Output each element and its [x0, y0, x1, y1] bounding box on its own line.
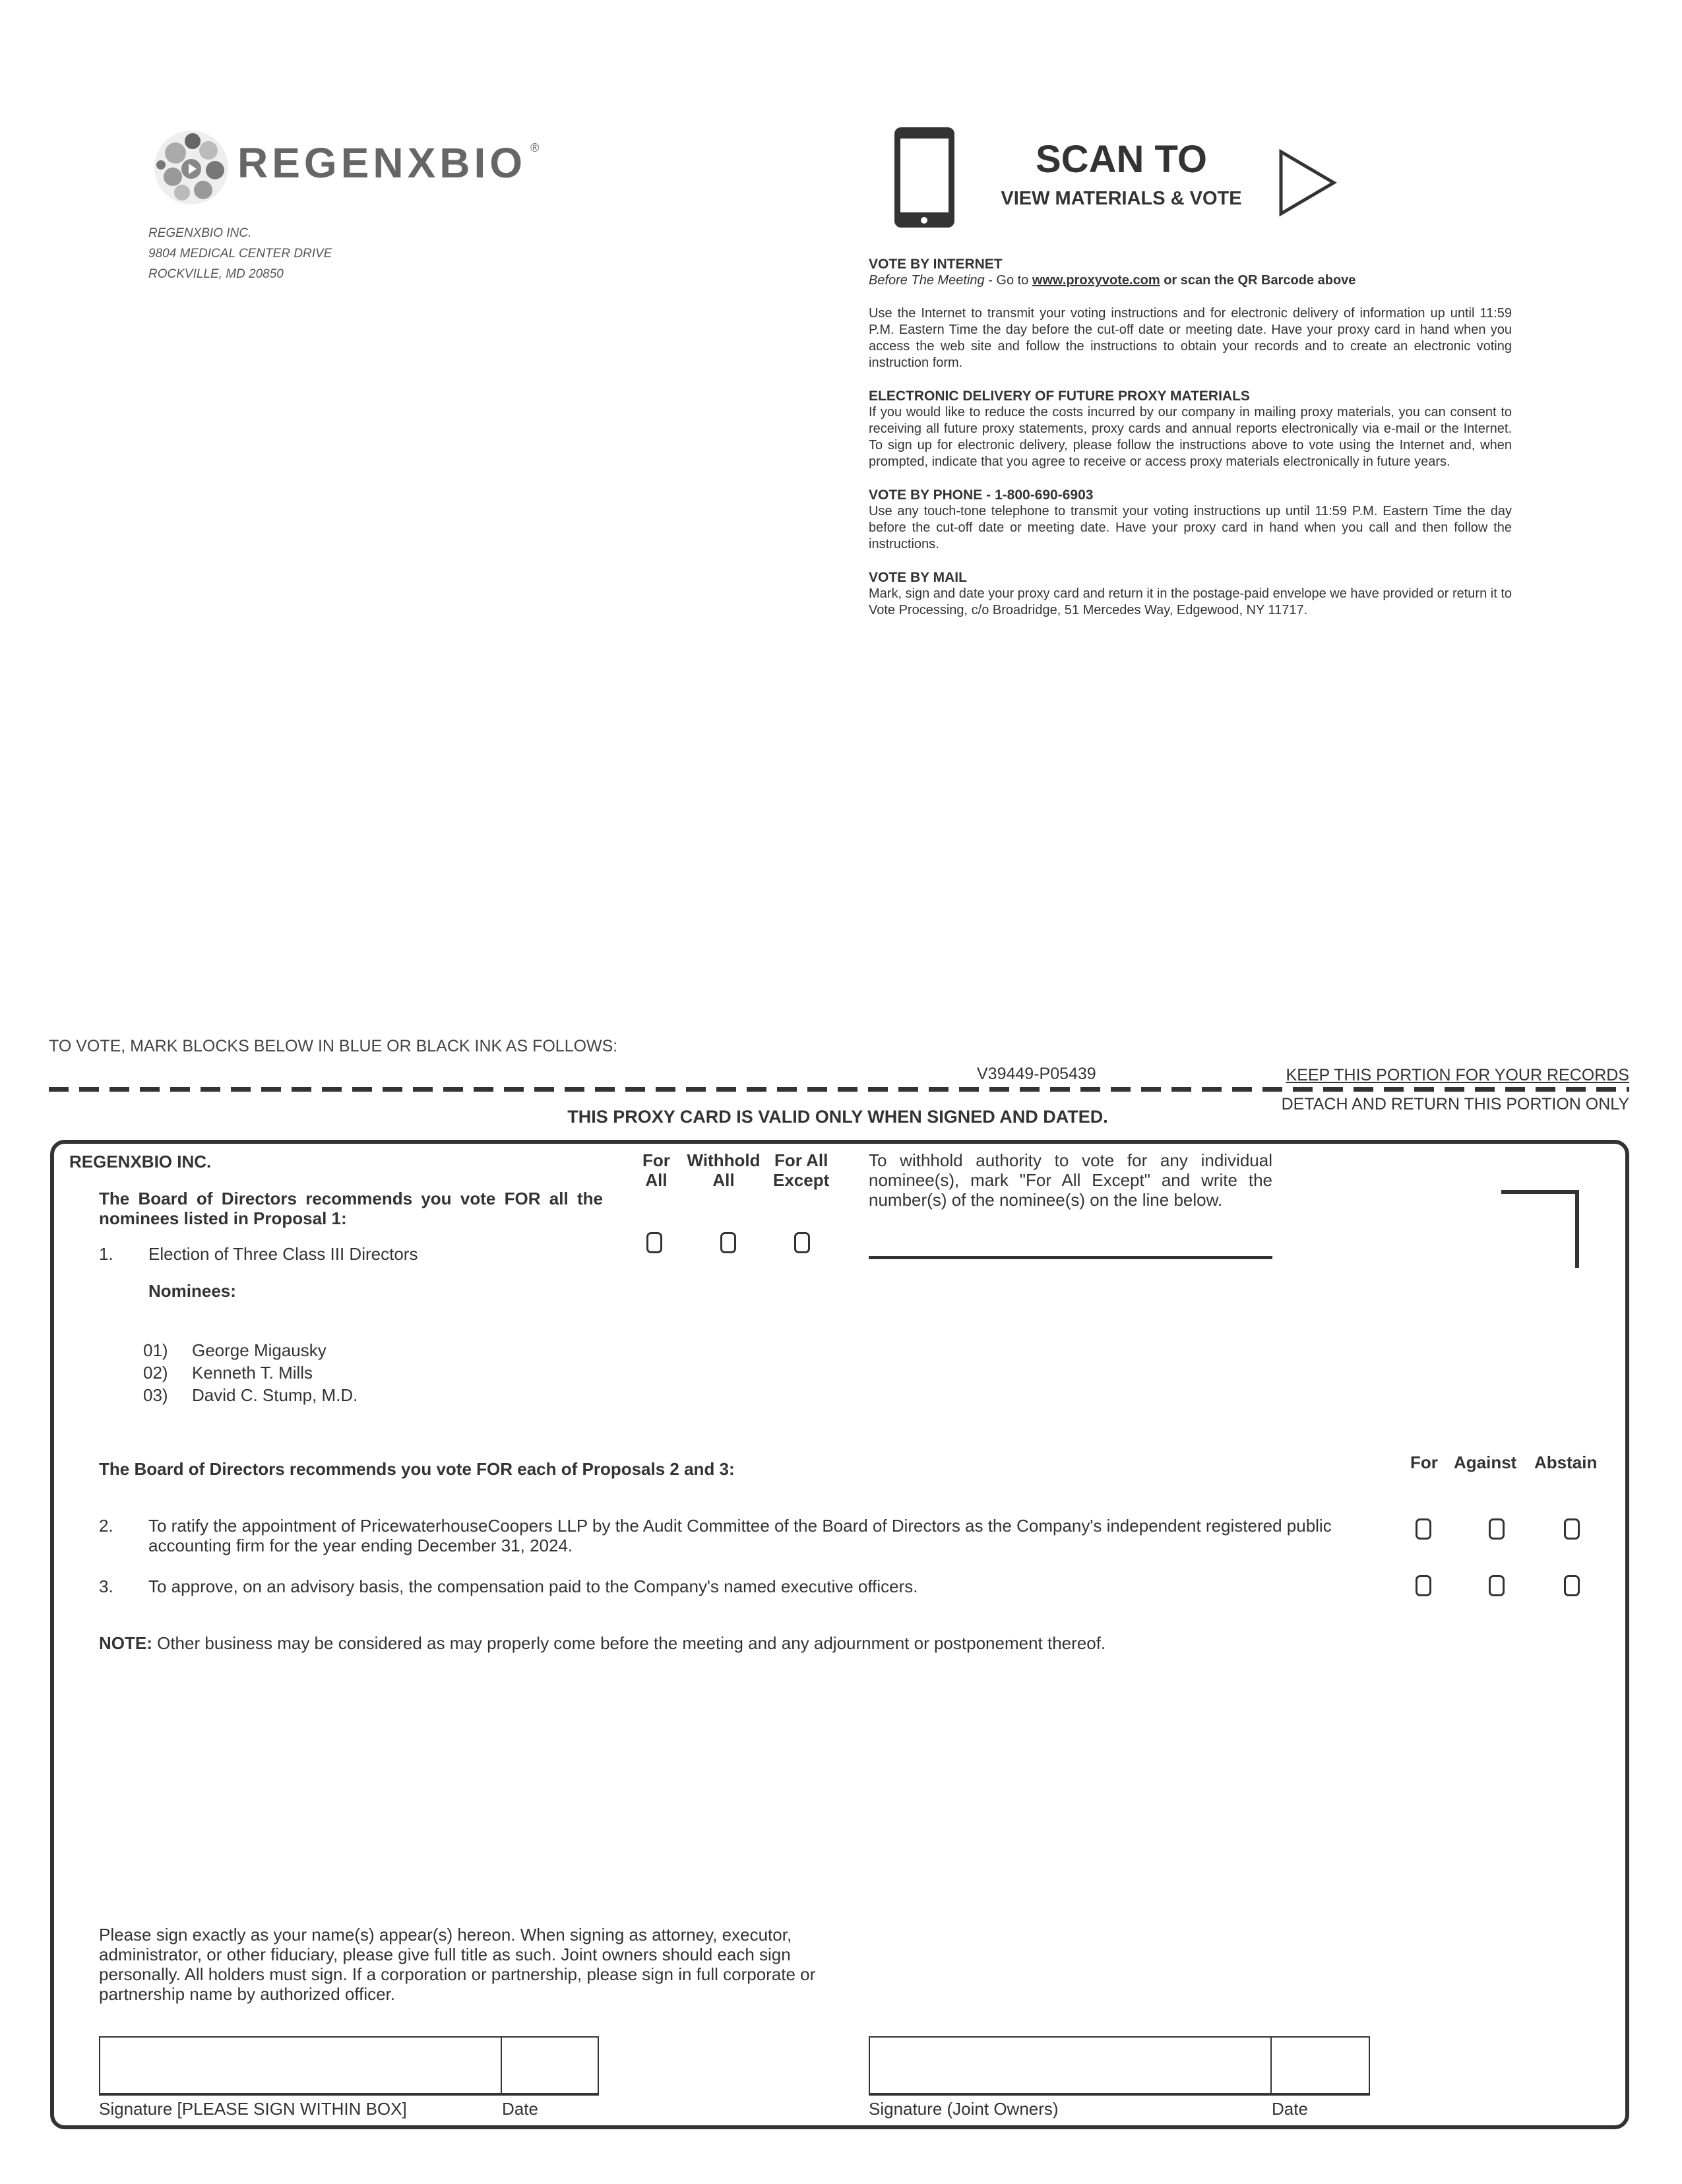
- control-id: V39449-P05439: [977, 1065, 1096, 1083]
- detach-portion-label: DETACH AND RETURN THIS PORTION ONLY: [1281, 1095, 1629, 1113]
- electronic-heading: ELECTRONIC DELIVERY OF FUTURE PROXY MATERIALS: [869, 389, 1250, 404]
- signature-label: Signature [PLEASE SIGN WITHIN BOX]: [99, 2099, 407, 2119]
- proposal2-text: To ratify the appointment of PricewaterhouseCoopers LLP by the Audit Committee of the Board of Directors as the Company's independent registered public accounting firm for the year ending December 31, 2024.: [148, 1516, 1332, 1555]
- logo-circles-icon: [153, 129, 230, 206]
- nominee-number: 01): [143, 1340, 168, 1360]
- proposal2-for-checkbox[interactable]: [1416, 1518, 1431, 1540]
- proposal2-abstain-checkbox[interactable]: [1564, 1518, 1580, 1540]
- withhold-all-checkbox[interactable]: [720, 1232, 736, 1253]
- regenxbio-logo: [153, 129, 615, 208]
- return-address: [148, 223, 332, 284]
- nominee-item: [143, 1384, 358, 1406]
- proposal1-recommendation: The Board of Directors recommends you vote FOR all the nominees listed in Proposal 1:: [99, 1189, 603, 1228]
- joint-signature-label: Signature (Joint Owners): [869, 2099, 1059, 2119]
- nominee-number: 03): [143, 1385, 168, 1405]
- proposals-2-3-recommendation: The Board of Directors recommends you vote FOR each of Proposals 2 and 3:: [99, 1459, 735, 1479]
- play-arrow-icon: [1278, 149, 1338, 216]
- proposal3-number: 3.: [99, 1576, 113, 1596]
- col-abstain: Abstain: [1534, 1452, 1598, 1472]
- nominee-item: [143, 1361, 358, 1384]
- before-meeting: Before The Meeting: [869, 273, 985, 288]
- col-label: For All: [774, 1150, 828, 1170]
- col-for-all: [642, 1150, 670, 1190]
- signing-instructions: Please sign exactly as your name(s) appear(s) hereon. When signing as attorney, executor, administrator, or other fiduciary, please give full title as such. Joint owners should each sign personally. All holders must sign. If a corporation or partnership, please sign in full corporate or partnership name by authorized officer.: [99, 1925, 816, 2004]
- scan-subtitle: VIEW MATERIALS & VOTE: [1001, 188, 1242, 209]
- nominees-label: Nominees:: [148, 1281, 236, 1301]
- logo-wordmark: REGENXBIO: [237, 139, 527, 187]
- ink-instructions: TO VOTE, MARK BLOCKS BELOW IN BLUE OR BLACK INK AS FOLLOWS:: [49, 1037, 618, 1055]
- address-line: 9804 MEDICAL CENTER DRIVE: [148, 247, 332, 261]
- signature-box[interactable]: [99, 2036, 502, 2096]
- withhold-instructions: To withhold authority to vote for any individual nominee(s), mark "For All Except" and write the number(s) of the nominee(s) on the line below.: [869, 1150, 1272, 1210]
- nominee-name: David C. Stump, M.D.: [192, 1385, 358, 1405]
- joint-signature-box[interactable]: [869, 2036, 1272, 2096]
- logo-wordmark-group: [237, 139, 539, 187]
- proposal1-number: 1.: [99, 1244, 113, 1264]
- phone-body: Use any touch-tone telephone to transmit your voting instructions up until 11:59 P.M. Eastern Time the day before the cut-off date or meeting date. Have your proxy card in hand when you call and then follow the instructions.: [869, 504, 1512, 551]
- col-label: Withhold: [687, 1150, 761, 1170]
- proposal2-against-checkbox[interactable]: [1489, 1518, 1505, 1540]
- col-against: Against: [1454, 1452, 1517, 1472]
- date-label: Date: [502, 2099, 538, 2119]
- except-nominee-line[interactable]: [869, 1256, 1272, 1259]
- note-text: Other business may be considered as may properly come before the meeting and any adjournment or postponement thereof.: [152, 1633, 1106, 1653]
- joint-date-label: Date: [1272, 2099, 1308, 2119]
- address-line: ROCKVILLE, MD 20850: [148, 267, 284, 281]
- proposal1-text: Election of Three Class III Directors: [148, 1244, 418, 1264]
- col-label: Except: [773, 1170, 830, 1190]
- proposal3-text: To approve, on an advisory basis, the compensation paid to the Company's named executive officers.: [148, 1576, 918, 1596]
- proposal2-number: 2.: [99, 1516, 113, 1536]
- phone-heading: VOTE BY PHONE - 1-800-690-6903: [869, 487, 1094, 503]
- nominee-item: [143, 1339, 358, 1361]
- mail-body: Mark, sign and date your proxy card and return it in the postage-paid envelope we have provided or return it to Vote Processing, c/o Broadridge, 51 Mercedes Way, Edgewood, NY 11717.: [869, 586, 1512, 617]
- proposal3-abstain-checkbox[interactable]: [1564, 1575, 1580, 1596]
- col-label: All: [712, 1170, 735, 1190]
- proposal3-against-checkbox[interactable]: [1489, 1575, 1505, 1596]
- electronic-body: If you would like to reduce the costs incurred by our company in mailing proxy materials, you can consent to receiving all future proxy statements, proxy cards and annual reports electronically via e-mail or the Internet. To sign up for electronic delivery, please follow the instructions above to vote using the Internet and, when prompted, indicate that you agree to receive or access proxy materials electronically in future years.: [869, 405, 1512, 469]
- scan-title: SCAN TO: [1036, 138, 1207, 181]
- joint-date-box[interactable]: [1270, 2036, 1370, 2096]
- note: [99, 1633, 1106, 1653]
- internet-heading: VOTE BY INTERNET: [869, 257, 1003, 272]
- nominee-name: George Migausky: [192, 1340, 327, 1360]
- keep-portion-label: KEEP THIS PORTION FOR YOUR RECORDS: [1286, 1066, 1629, 1084]
- col-label: All: [645, 1170, 668, 1190]
- address-line: REGENXBIO INC.: [148, 226, 252, 240]
- proxyvote-link[interactable]: www.proxyvote.com: [1032, 273, 1160, 288]
- nominee-name: Kenneth T. Mills: [192, 1363, 313, 1383]
- registered-mark: ®: [530, 141, 540, 154]
- nominee-number: 02): [143, 1363, 168, 1383]
- valid-notice: THIS PROXY CARD IS VALID ONLY WHEN SIGNED AND DATED.: [567, 1107, 1108, 1127]
- voting-instructions: [869, 256, 1512, 635]
- go-to-text: - Go to: [984, 273, 1032, 288]
- for-all-checkbox[interactable]: [646, 1232, 662, 1253]
- col-for: For: [1410, 1452, 1438, 1472]
- internet-body: Use the Internet to transmit your voting instructions and for electronic delivery of information up until 11:59 P.M. Eastern Time the day before the cut-off date or meeting date. Have your proxy card in hand when you access the web site and follow the instructions to obtain your records and to create an electronic voting instruction form.: [869, 306, 1512, 370]
- col-label: For: [642, 1150, 670, 1170]
- col-for-all-except: [773, 1150, 829, 1190]
- proposal3-for-checkbox[interactable]: [1416, 1575, 1431, 1596]
- company-name: REGENXBIO INC.: [69, 1152, 212, 1171]
- qr-text: or scan the QR Barcode above: [1160, 273, 1356, 288]
- detach-line[interactable]: [49, 1087, 1629, 1092]
- col-withhold-all: [682, 1150, 765, 1190]
- for-all-except-checkbox[interactable]: [794, 1232, 810, 1253]
- date-box[interactable]: [501, 2036, 599, 2096]
- note-label: NOTE:: [99, 1633, 152, 1653]
- corner-registration-mark: [1501, 1190, 1579, 1268]
- nominee-list: [143, 1339, 358, 1406]
- smartphone-icon: [892, 125, 956, 230]
- mail-heading: VOTE BY MAIL: [869, 570, 967, 585]
